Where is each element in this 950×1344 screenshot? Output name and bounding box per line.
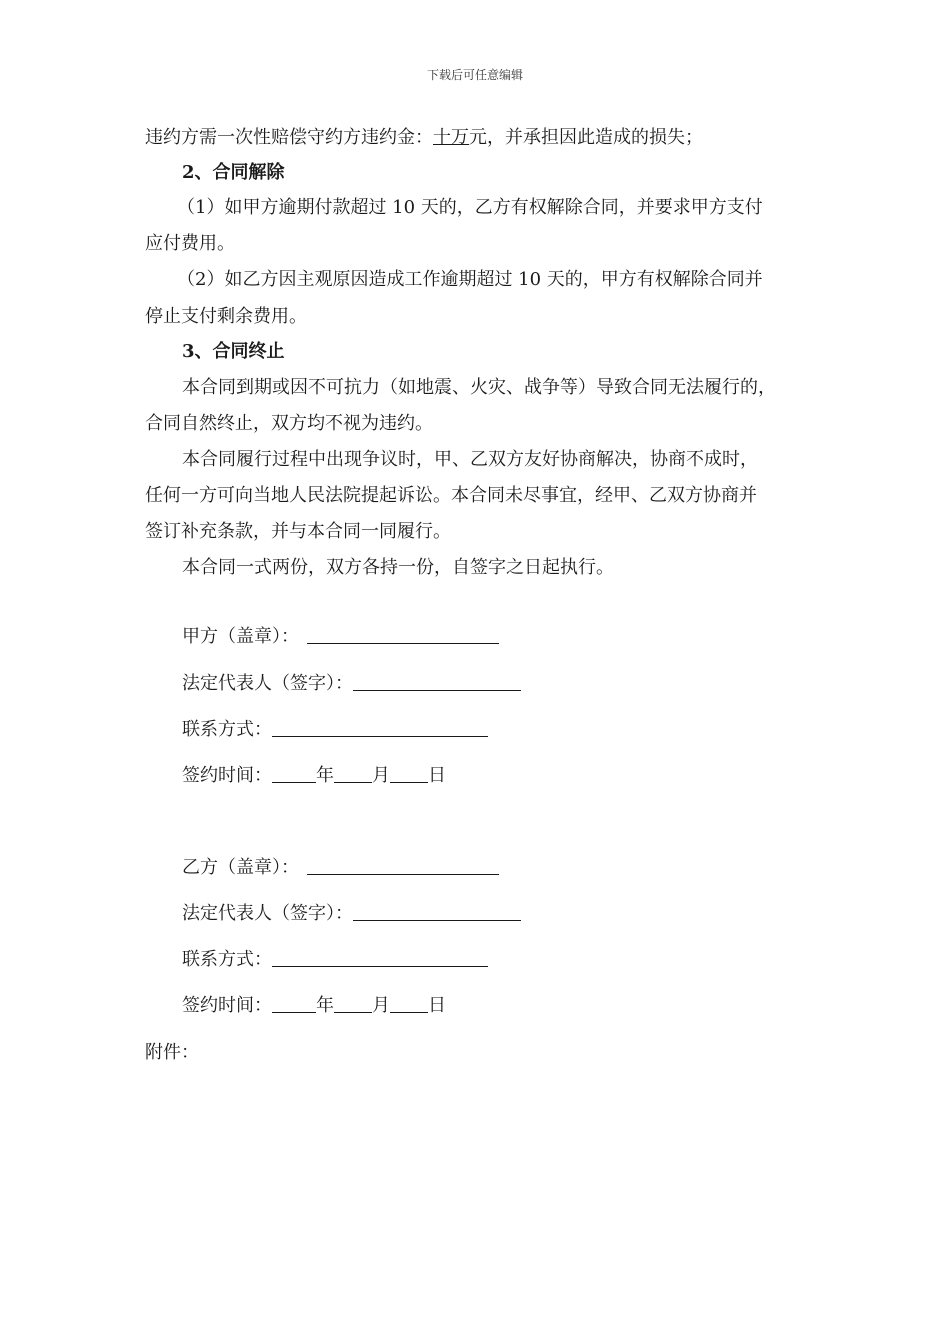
party-a-rep-label: 法定代表人（签字）：	[182, 673, 353, 694]
s2-item2-line2: 停止支付剩余费用。	[145, 306, 307, 327]
party-a-year-label: 年	[316, 765, 334, 786]
party-b-seal-blank[interactable]	[307, 856, 499, 875]
party-a-date-label: 签约时间：	[182, 765, 272, 786]
s2-item1-line2: 应付费用。	[145, 233, 235, 254]
party-a-contact-label: 联系方式：	[182, 719, 272, 740]
section-3-title: 3、合同终止	[182, 341, 285, 362]
party-a-date-row	[182, 764, 446, 788]
party-b-month-label: 月	[372, 995, 390, 1016]
party-a-rep-row	[182, 672, 521, 696]
s3-p2-line1: 本合同履行过程中出现争议时，甲、乙双方友好协商解决，协商不成时，	[182, 449, 758, 470]
attachment-label: 附件：	[145, 1042, 199, 1063]
party-b-day-blank[interactable]	[390, 994, 428, 1013]
s2-item2-line1: （2）如乙方因主观原因造成工作逾期超过 10 天的，甲方有权解除合同并	[177, 269, 763, 290]
penalty-pre: 违约方需一次性赔偿守约方违约金：	[145, 127, 433, 148]
party-b-day-label: 日	[428, 995, 446, 1016]
s3-p2-line3: 签订补充条款，并与本合同一同履行。	[145, 521, 451, 542]
party-a-day-blank[interactable]	[390, 764, 428, 783]
s3-p3: 本合同一式两份，双方各持一份，自签字之日起执行。	[182, 557, 614, 578]
party-a-month-blank[interactable]	[334, 764, 372, 783]
party-b-year-blank[interactable]	[272, 994, 316, 1013]
party-b-seal-row	[182, 856, 499, 880]
section-2-title: 2、合同解除	[182, 162, 285, 183]
party-b-contact-label: 联系方式：	[182, 949, 272, 970]
party-b-contact-blank[interactable]	[272, 948, 488, 967]
s3-p2-line2: 任何一方可向当地人民法院提起诉讼。本合同未尽事宜，经甲、乙双方协商并	[145, 485, 757, 506]
party-b-rep-label: 法定代表人（签字）：	[182, 903, 353, 924]
party-b-year-label: 年	[316, 995, 334, 1016]
party-b-rep-row	[182, 902, 521, 926]
party-a-year-blank[interactable]	[272, 764, 316, 783]
party-a-seal-row	[182, 625, 499, 649]
party-a-contact-row	[182, 718, 488, 742]
party-b-seal-label: 乙方（盖章）：	[182, 857, 299, 878]
penalty-line	[145, 126, 703, 150]
party-a-seal-label: 甲方（盖章）：	[182, 626, 299, 647]
party-a-rep-blank[interactable]	[353, 672, 521, 691]
penalty-amount: 十万	[433, 127, 469, 148]
party-b-rep-blank[interactable]	[353, 902, 521, 921]
s3-p1-line2: 合同自然终止，双方均不视为违约。	[145, 413, 433, 434]
s2-item1-line1: （1）如甲方逾期付款超过 10 天的，乙方有权解除合同，并要求甲方支付	[177, 197, 763, 218]
party-a-day-label: 日	[428, 765, 446, 786]
party-a-month-label: 月	[372, 765, 390, 786]
penalty-post: 元，并承担因此造成的损失；	[469, 127, 703, 148]
party-a-contact-blank[interactable]	[272, 718, 488, 737]
party-a-seal-blank[interactable]	[307, 625, 499, 644]
party-b-date-row	[182, 994, 446, 1018]
party-b-month-blank[interactable]	[334, 994, 372, 1013]
page-header: 下载后可任意编辑	[426, 68, 523, 82]
party-b-date-label: 签约时间：	[182, 995, 272, 1016]
party-b-contact-row	[182, 948, 488, 972]
s3-p1-line1: 本合同到期或因不可抗力（如地震、火灾、战争等）导致合同无法履行的，	[182, 377, 776, 398]
